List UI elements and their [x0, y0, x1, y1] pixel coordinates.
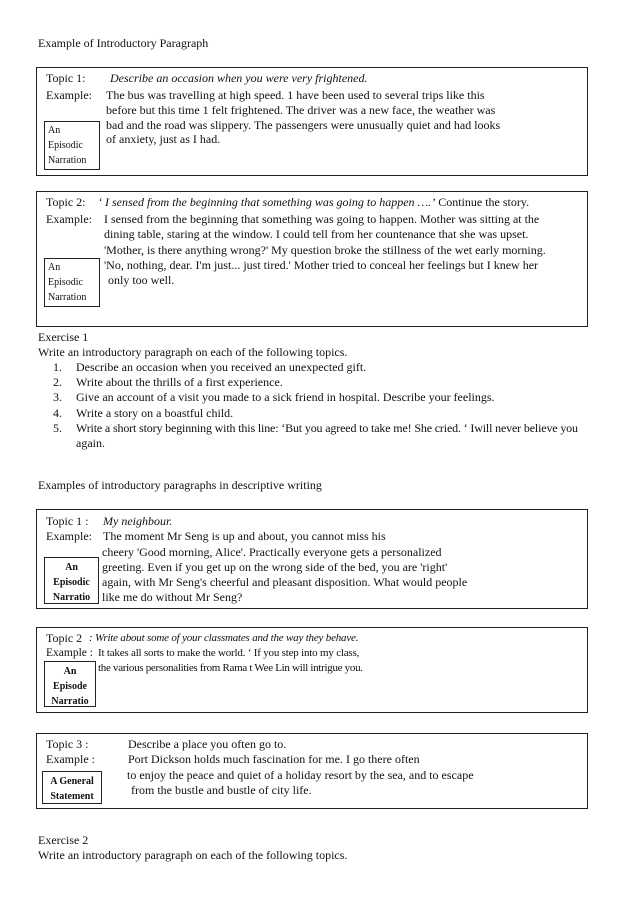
topic-label: Topic 2: [46, 631, 83, 645]
example-label: Example:: [46, 529, 92, 543]
item-number: 4.: [53, 405, 62, 420]
exercise-1-list: [38, 360, 578, 451]
list-item-continuation: again.: [76, 436, 105, 451]
tag-line: An: [63, 666, 77, 677]
example-label: Example :: [46, 752, 95, 766]
list-item: [38, 390, 578, 405]
example-line: The bus was travelling at high speed. 1 have been used to several trips like this: [106, 88, 485, 102]
example-line: only too well.: [108, 273, 175, 287]
item-text: Describe an occasion when you received an unexpected gift.: [76, 360, 367, 374]
example-line: to enjoy the peace and quiet of a holiday resort by the sea, and to escape: [127, 768, 474, 782]
example-label: Example:: [46, 212, 92, 226]
list-item: [38, 421, 578, 436]
tag-line: Narration: [48, 292, 87, 303]
topic-text: My neighbour.: [103, 514, 173, 528]
topic-label: Topic 3 :: [46, 737, 89, 751]
tag-line: A General: [50, 776, 94, 787]
example-line: 'Mother, is there anything wrong?' My question broke the stillness of the wet early morning.: [104, 243, 546, 257]
example-line: cheery 'Good morning, Alice'. Practically everyone gets a personalized: [102, 545, 442, 559]
narration-tag: [44, 258, 100, 307]
topic-label: Topic 2:: [46, 195, 86, 209]
tag-line: Narration: [48, 155, 87, 166]
example-label: Example :: [46, 647, 93, 659]
example-line: I sensed from the beginning that something was going to happen. Mother was sitting at the: [104, 212, 540, 226]
topic-text: : Write about some of your classmates and the way they behave.: [89, 632, 359, 644]
tag-line: An: [48, 262, 61, 273]
item-number: 5.: [53, 420, 62, 435]
exercise-1-heading: Exercise 1: [38, 330, 89, 344]
item-number: 1.: [53, 360, 62, 374]
item-text: Write a short story beginning with this line: ‘But you agreed to take me! She cried. ‘ Iwill never believe you: [76, 420, 578, 435]
narration-tag: [44, 661, 96, 707]
example-line: bad and the road was slippery. The passengers were unusually quiet and had looks: [106, 118, 501, 132]
example-line: like me do without Mr Seng?: [102, 590, 243, 604]
example-line: of anxiety, just as I had.: [106, 132, 221, 146]
list-item: [38, 360, 578, 375]
example-line: before but this time 1 felt frightened. The driver was a new face, the weather was: [106, 103, 496, 117]
item-text: Write a story on a boastful child.: [76, 405, 234, 420]
item-text: Write about the thrills of a first experience.: [76, 375, 283, 390]
example-line: Port Dickson holds much fascination for me. I go there often: [128, 752, 420, 766]
item-number: 3.: [53, 390, 62, 405]
topic-rest: Continue the story.: [435, 195, 530, 209]
section-heading: Examples of introductory paragraphs in descriptive writing: [38, 478, 322, 492]
topic-text: Describe a place you often go to.: [128, 737, 287, 751]
list-item: [38, 375, 578, 390]
tag-line: Episodic: [48, 277, 83, 288]
narration-tag: [44, 557, 99, 604]
topic-text: Describe an occasion when you were very frightened.: [110, 71, 368, 85]
general-statement-tag: [42, 771, 102, 804]
item-text: Give an account of a visit you made to a sick friend in hospital. Describe your feelings.: [76, 390, 495, 405]
tag-line: Episodic: [53, 577, 90, 588]
tag-line: Episode: [53, 681, 87, 692]
example-label: Example:: [46, 88, 92, 102]
example-line: 'No, nothing, dear. I'm just... just tired.' Mother tried to conceal her feelings but I knew her: [104, 258, 539, 272]
tag-line: Narratio: [51, 696, 89, 707]
list-item: [38, 406, 578, 421]
example-line: again, with Mr Seng's cheerful and pleasant disposition. What would people: [102, 575, 468, 589]
topic-label: Topic 1 :: [46, 514, 89, 528]
exercise-2-heading: Exercise 2: [38, 833, 89, 847]
tag-line: Episodic: [48, 140, 83, 151]
example-line: The moment Mr Seng is up and about, you cannot miss his: [103, 529, 386, 543]
topic-text: [98, 195, 529, 210]
tag-line: An: [48, 125, 61, 136]
example-line: the various personalities from Rama t Wee Lin will intrigue you.: [98, 662, 363, 674]
tag-line: Statement: [50, 791, 94, 802]
page-title: Example of Introductory Paragraph: [38, 36, 209, 50]
example-line: from the bustle and bustle of city life.: [131, 783, 312, 797]
topic-quote: ‘ I sensed from the beginning that something was going to happen ….’: [98, 195, 436, 209]
topic-label: Topic 1:: [46, 71, 86, 85]
tag-line: An: [65, 562, 78, 573]
item-number: 2.: [53, 375, 62, 390]
example-line: It takes all sorts to make the world. ‘ If you step into my class,: [98, 647, 360, 659]
narration-tag: [44, 121, 100, 170]
exercise-2-intro: Write an introductory paragraph on each of the following topics.: [38, 848, 348, 862]
tag-line: Narratio: [52, 592, 91, 603]
exercise-1-intro: Write an introductory paragraph on each of the following topics.: [38, 345, 348, 359]
example-line: dining table, staring at the window. I could tell from her countenance that she was upset.: [104, 227, 529, 241]
example-line: greeting. Even if you get up on the wrong side of the bed, you are 'right': [102, 560, 448, 574]
